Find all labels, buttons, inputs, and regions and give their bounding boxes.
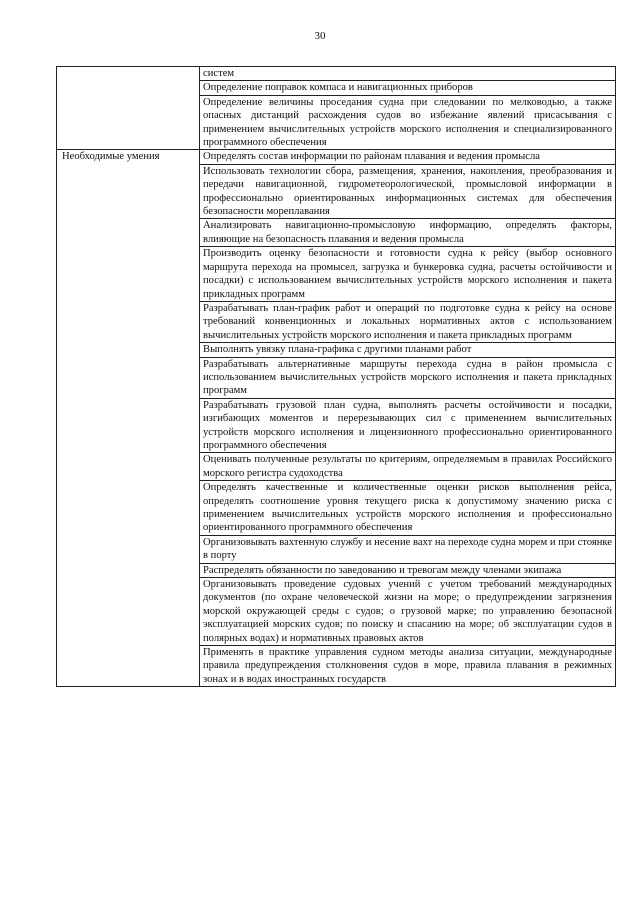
requirements-table [56,66,616,687]
table-cell-text: Определение величины проседания судна при следовании по мелководью, а также опасных дистанций расхождения судов во избежание явлений присасывания с применением вычислительных устройств морского исполнения и специализированного программного обеспечения [200,95,616,150]
table-cell-text: Организовывать проведение судовых учений с учетом требований международных документов (по охране человеческой жизни на море; о предупреждении загрязнения морской окружающей среды с судов; о грузовой марке; по управлению безопасной эксплуатацией морских судов; по поиску и спасанию на море; об эксплуатации судов в полярных водах) и нормативных правовых актов [200,578,616,646]
table-cell-text: Определять состав информации по районам плавания и ведения промысла [200,150,616,164]
page-number: 30 [314,30,326,42]
table-cell-text: Применять в практике управления судном методы анализа ситуации, международные правила предупреждения столкновения судов в море, правила плавания в режимных зонах и в водах иностранных государств [200,646,616,687]
table-cell-text: Разрабатывать план-график работ и операций по подготовке судна к рейсу на основе требований конвенционных и локальных нормативных актов с использованием вычислительных устройств морского исполнения и пакета прикладных программ [200,301,616,342]
table-cell-text: Организовывать вахтенную службу и несение вахт на переходе судна морем и при стоянке в порту [200,535,616,563]
table-cell-text: Выполнять увязку плана-графика с другими планами работ [200,343,616,357]
table-cell-text: Определять качественные и количественные оценки рисков выполнения рейса, определять соотношение уровня текущего риска к допустимому значению риска с применением вычислительных устройств морского исполнения и профессионально ориентированного программного обеспечения [200,481,616,536]
table-cell-text: Анализировать навигационно-промысловую информацию, определять факторы, влияющие на безопасность плавания и ведения промысла [200,219,616,247]
table-cell-text: Распределять обязанности по заведованию и тревогам между членами экипажа [200,563,616,577]
row-label-cell [57,67,200,150]
table-cell-text: Использовать технологии сбора, размещения, хранения, накопления, преобразования и передачи навигационной, гидрометеорологической, промысловой информации в профессионально ориентированных информационных системах для обеспечения безопасности мореплавания [200,164,616,219]
table-row [57,150,616,164]
table-cell-text: Оценивать полученные результаты по критериям, определяемым в правилах Российского морского регистра судоходства [200,453,616,481]
table-cell-text: Производить оценку безопасности и готовности судна к рейсу (выбор основного маршрута перехода на промысел, загрузка и бункеровка судна, расчеты остойчивости и посадки) с использованием вычислительных устройств морского исполнения и пакета прикладных программ [200,247,616,302]
table-cell-text: Определение поправок компаса и навигационных приборов [200,81,616,95]
table-cell-text: Разрабатывать грузовой план судна, выполнять расчеты остойчивости и посадки, изгибающих моментов и перерезывающих сил с применением вычислительных устройств морского исполнения и лицензионного профессионально ориентированного программного обеспечения [200,398,616,453]
table-cell-text: систем [200,67,616,81]
row-label-necessary-skills: Необходимые умения [57,150,200,687]
table-row [57,67,616,81]
table-cell-text: Разрабатывать альтернативные маршруты перехода судна в район промысла с использованием вычислительных устройств морского исполнения и пакета прикладных программ [200,357,616,398]
